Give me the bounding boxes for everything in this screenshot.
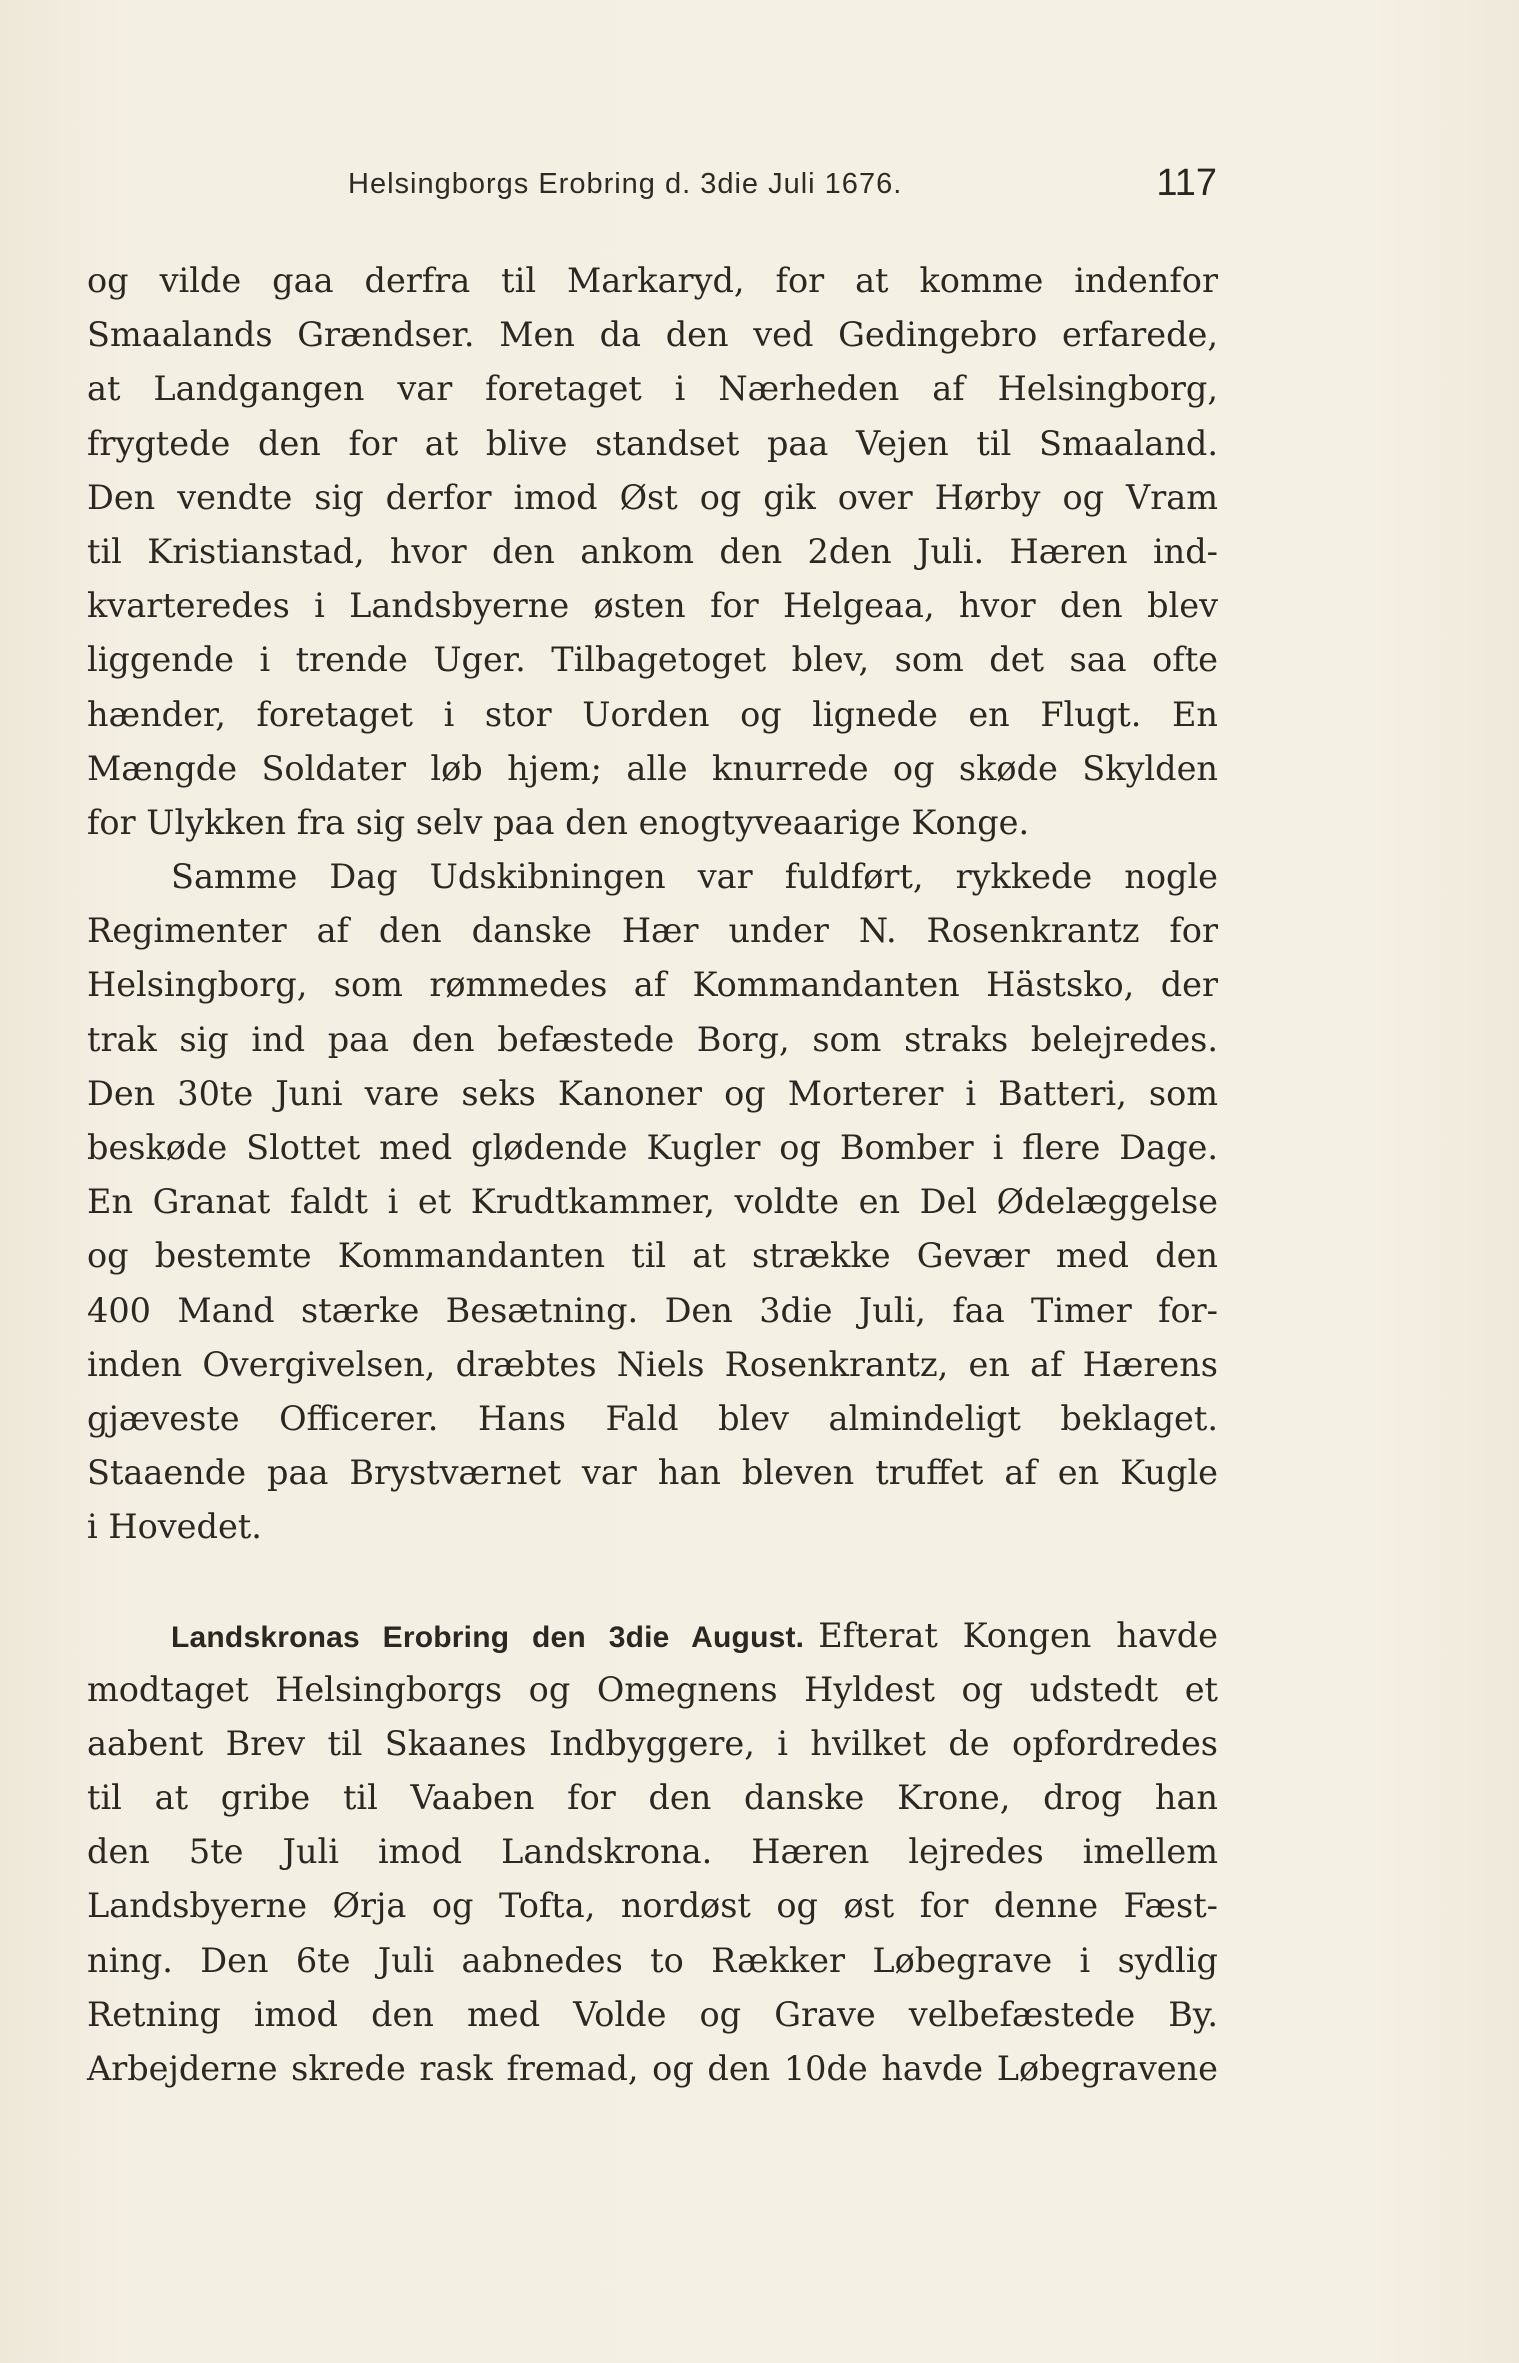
section-first-line-text: Efterat Kongen havde [818, 1615, 1218, 1655]
text-line: frygtede den for at blive standset paa Vejen til Smaaland. [87, 423, 1218, 463]
text-line: Den vendte sig derfor imod Øst og gik over Hørby og Vram [87, 477, 1218, 517]
text-line: til at gribe til Vaaben for den danske Krone, drog han [87, 1778, 1218, 1818]
page-number: 117 [1156, 162, 1217, 204]
section-first-line [87, 1609, 1218, 1663]
text-line: Smaalands Grændser. Men da den ved Gedingebro erfarede, [87, 315, 1218, 355]
text-line: og bestemte Kommandanten til at strække Gevær med den [87, 1236, 1218, 1276]
text-line: hænder, foretaget i stor Uorden og lignede en Flugt. En [87, 694, 1218, 734]
text-line: Den 30te Juni vare seks Kanoner og Morterer i Batteri, som [87, 1073, 1218, 1113]
text-line: trak sig ind paa den befæstede Borg, som straks belejredes. [87, 1019, 1218, 1059]
section-landskrona [87, 1609, 1218, 2097]
section-heading: Landskronas Erobring den 3die August. [171, 1620, 805, 1654]
paragraph-1 [87, 254, 1218, 850]
text-line: En Granat faldt i et Krudtkammer, voldte en Del Ødelæggelse [87, 1182, 1218, 1222]
text-line: liggende i trende Uger. Tilbagetoget blev, som det saa ofte [87, 640, 1218, 680]
text-line: Retning imod den med Volde og Grave velbefæstede By. [87, 1994, 1218, 2034]
text-line: Samme Dag Udskibningen var fuldført, rykkede nogle [171, 857, 1218, 897]
text-line: at Landgangen var foretaget i Nærheden af Helsingborg, [87, 369, 1218, 409]
text-line: Arbejderne skrede rask fremad, og den 10de havde Løbegravene [87, 2049, 1218, 2088]
text-line: aabent Brev til Skaanes Indbyggere, i hvilket de opfordredes [87, 1723, 1218, 1763]
text-line: den 5te Juli imod Landskrona. Hæren lejredes imellem [87, 1832, 1218, 1872]
text-line: og vilde gaa derfra til Markaryd, for at komme indenfor [87, 261, 1218, 300]
running-title: Helsingborgs Erobring d. 3die Juli 1676. [348, 168, 903, 200]
text-line: til Kristianstad, hvor den ankom den 2den Juli. Hæren ind- [87, 531, 1218, 571]
text-line: Regimenter af den danske Hær under N. Rosenkrantz for [87, 911, 1218, 951]
page-header [340, 160, 1230, 210]
text-line: gjæveste Officerer. Hans Fald blev almindeligt beklaget. [87, 1398, 1218, 1438]
text-line: Staaende paa Brystværnet var han bleven truffet af en Kugle [87, 1453, 1218, 1493]
text-line: Landsbyerne Ørja og Tofta, nordøst og øst for denne Fæst- [87, 1886, 1218, 1926]
text-line: kvarteredes i Landsbyerne østen for Helgeaa, hvor den blev [87, 586, 1218, 626]
text-line: ning. Den 6te Juli aabnedes to Rækker Løbegrave i sydlig [87, 1940, 1218, 1980]
text-line: 400 Mand stærke Besætning. Den 3die Juli, faa Timer for- [87, 1290, 1218, 1330]
text-line: modtaget Helsingborgs og Omegnens Hyldest og udstedt et [87, 1669, 1218, 1709]
text-line: Helsingborg, som rømmedes af Kommandanten Hästsko, der [87, 965, 1218, 1005]
text-line: i Hovedet. [87, 1507, 262, 1547]
body-text [87, 254, 1218, 2096]
text-line: inden Overgivelsen, dræbtes Niels Rosenkrantz, en af Hærens [87, 1344, 1218, 1384]
text-line: for Ulykken fra sig selv paa den enogtyveaarige Konge. [87, 802, 1030, 842]
paragraph-2 [87, 850, 1218, 1554]
section-gap [87, 1555, 1218, 1609]
text-line: Mængde Soldater løb hjem; alle knurrede og skøde Skylden [87, 748, 1218, 788]
text-line: beskøde Slottet med glødende Kugler og Bomber i flere Dage. [87, 1128, 1218, 1167]
